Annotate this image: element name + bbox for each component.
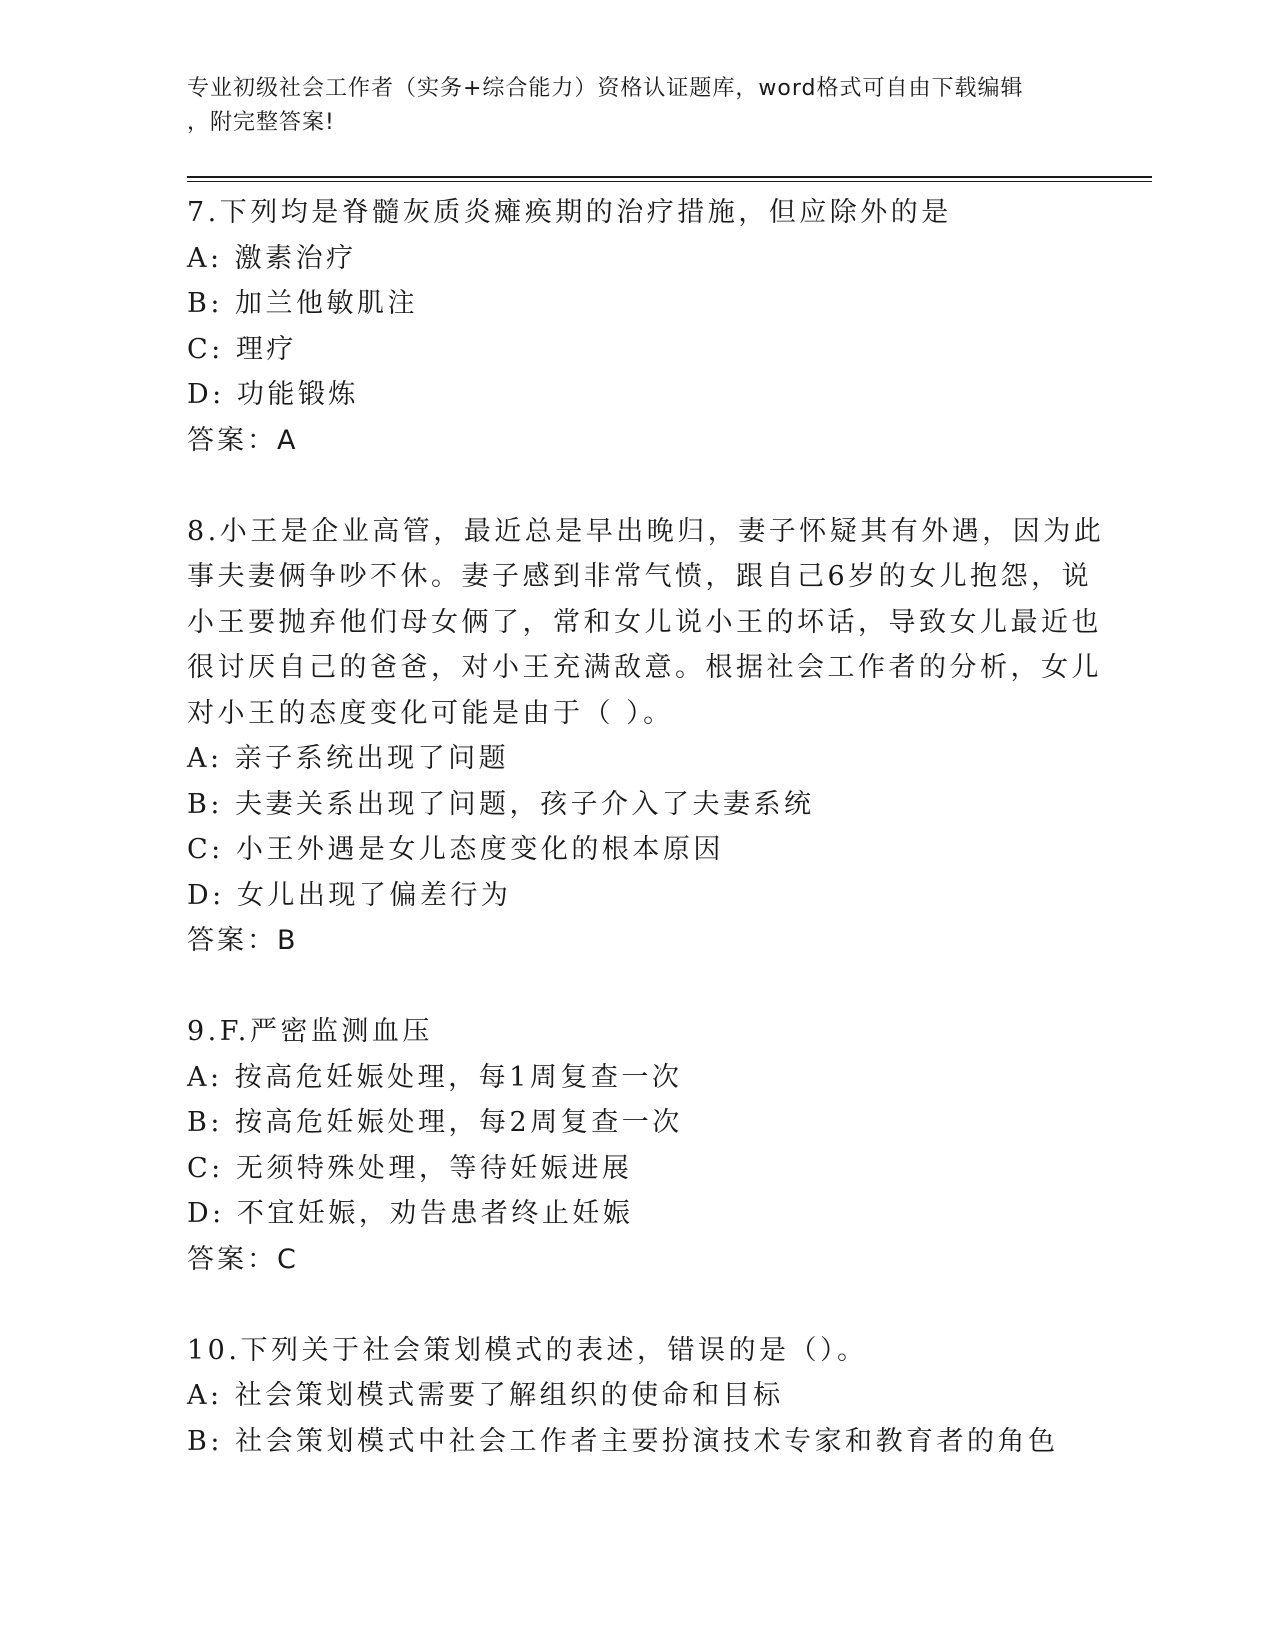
stem-line: 10.下列关于社会策划模式的表述，错误的是（）。 xyxy=(187,1334,868,1366)
option-a: A: 按高危妊娠处理，每1周复查一次 xyxy=(187,1061,683,1093)
stem-line: 7.下列均是脊髓灰质炎瘫痪期的治疗措施，但应除外的是 xyxy=(187,197,952,228)
spacer xyxy=(187,463,1087,509)
answer-label: 答案：C xyxy=(187,1243,299,1275)
option-b: B: 夫妻关系出现了问题，孩子介入了夫妻系统 xyxy=(187,788,815,820)
question-7 xyxy=(187,190,1087,463)
question-list xyxy=(187,190,1105,1464)
option-c: C: 无须特殊处理，等待妊娠进展 xyxy=(187,1152,633,1184)
option-b: B: 社会策划模式中社会工作者主要扮演技术专家和教育者的角色 xyxy=(187,1425,1059,1457)
header-divider-thick xyxy=(187,176,1152,178)
option-d: D: 不宜妊娠，劝告患者终止妊娠 xyxy=(187,1198,634,1229)
option-c: C: 理疗 xyxy=(187,333,297,365)
header-divider-thin xyxy=(187,181,1152,182)
option-b: B: 加兰他敏肌注 xyxy=(187,288,419,319)
header-line-1: 专业初级社会工作者（实务+综合能力）资格认证题库，word格式可自由下载编辑 xyxy=(187,76,1024,101)
option-d: D: 功能锻炼 xyxy=(187,379,359,410)
document-header xyxy=(187,72,1087,140)
header-line-2: ，附完整答案! xyxy=(187,110,335,135)
question-stem xyxy=(187,1009,1087,1055)
stem-line: 小王要抛弃他们母女俩了，常和女儿说小王的坏话，导致女儿最近也 xyxy=(187,606,1102,638)
stem-line: 8.小王是企业高管，最近总是早出晚归，妻子怀疑其有外遇，因为此 xyxy=(187,515,1105,547)
option-a: A: 亲子系统出现了问题 xyxy=(187,743,510,774)
option-a: A: 激素治疗 xyxy=(187,242,357,274)
stem-line: 很讨厌自己的爸爸，对小王充满敌意。根据社会工作者的分析，女儿 xyxy=(187,652,1102,683)
question-9 xyxy=(187,1009,1087,1282)
answer-label: 答案：B xyxy=(187,925,299,956)
stem-line: 对小王的态度变化可能是由于（ ）。 xyxy=(187,697,674,729)
option-d: D: 女儿出现了偏差行为 xyxy=(187,879,512,911)
question-stem xyxy=(187,509,1105,737)
stem-line: 9.F.严密监测血压 xyxy=(187,1016,433,1047)
stem-line: 事夫妻俩争吵不休。妻子感到非常气愤，跟自己6岁的女儿抱怨，说 xyxy=(187,561,1093,592)
spacer xyxy=(187,1282,1087,1328)
question-stem xyxy=(187,1328,1087,1374)
option-b: B: 按高危妊娠处理，每2周复查一次 xyxy=(187,1107,683,1138)
question-stem xyxy=(187,190,1087,236)
option-c: C: 小王外遇是女儿态度变化的根本原因 xyxy=(187,834,724,865)
answer-label: 答案：A xyxy=(187,424,299,456)
option-a: A: 社会策划模式需要了解组织的使命和目标 xyxy=(187,1380,784,1411)
spacer xyxy=(187,964,1087,1010)
question-10 xyxy=(187,1328,1087,1465)
question-8 xyxy=(187,509,1105,964)
